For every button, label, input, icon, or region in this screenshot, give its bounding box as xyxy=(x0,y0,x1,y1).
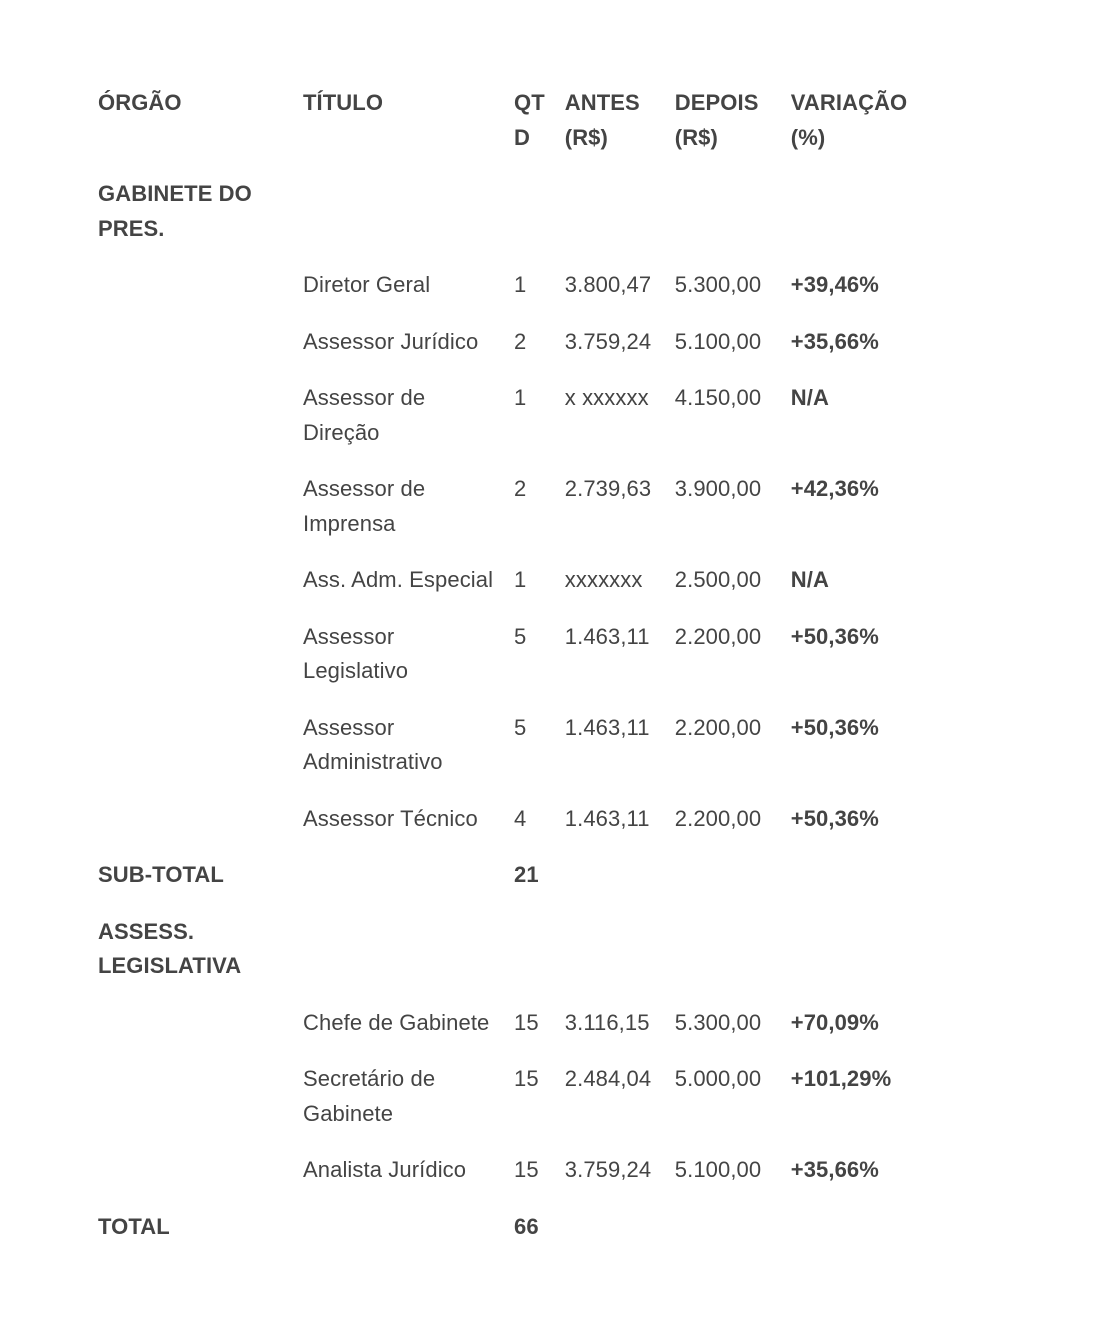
cell-titulo: Secretário de Gabinete xyxy=(303,1066,436,1126)
cell-qtd: 4 xyxy=(514,805,527,831)
cell-variacao: +35,66% xyxy=(790,1157,879,1182)
subtotal-qtd: 21 xyxy=(514,862,539,887)
section-header-row xyxy=(88,915,917,1006)
cell-antes: 3.759,24 xyxy=(564,328,652,354)
table-row xyxy=(88,1062,917,1153)
header-variacao-line2: (%) xyxy=(790,124,826,150)
cell-titulo: Assessor Jurídico xyxy=(303,328,479,354)
subtotal-row xyxy=(88,858,917,915)
table-header-row xyxy=(88,86,917,177)
cell-antes: 1.463,11 xyxy=(564,805,650,831)
cell-variacao: +35,66% xyxy=(790,328,879,354)
header-antes xyxy=(555,86,665,177)
cell-depois: 5.300,00 xyxy=(674,272,762,297)
cell-depois: 2.200,00 xyxy=(674,714,762,740)
cell-titulo: Analista Jurídico xyxy=(303,1157,467,1182)
cell-variacao: +50,36% xyxy=(790,623,879,649)
table-row xyxy=(88,711,917,802)
table-row xyxy=(88,472,917,563)
cell-depois: 2.500,00 xyxy=(674,567,762,592)
cell-qtd: 1 xyxy=(514,385,527,410)
cell-qtd: 2 xyxy=(514,328,527,354)
cell-titulo: Assessor de Direção xyxy=(303,385,426,445)
cell-titulo: Assessor Legislativo xyxy=(303,623,409,683)
cell-depois: 5.100,00 xyxy=(674,328,762,354)
section-orgao: ASSESS. LEGISLATIVA xyxy=(98,918,242,978)
section-header-row xyxy=(88,177,917,268)
total-row xyxy=(88,1210,917,1267)
header-titulo: TÍTULO xyxy=(303,90,384,115)
header-variacao xyxy=(781,86,918,177)
header-qtd xyxy=(504,86,555,177)
table-row xyxy=(88,1153,917,1210)
cell-antes: xxxxxxx xyxy=(564,567,643,592)
cell-depois: 2.200,00 xyxy=(674,623,762,649)
cell-qtd: 15 xyxy=(514,1009,539,1035)
cell-titulo: Assessor Administrativo xyxy=(303,714,443,774)
cell-depois: 5.000,00 xyxy=(674,1066,762,1091)
header-qtd-line2: D xyxy=(514,124,530,150)
subtotal-label: SUB-TOTAL xyxy=(98,862,224,887)
cell-antes: 3.800,47 xyxy=(564,272,652,297)
header-antes-line2: (R$) xyxy=(564,124,608,150)
cell-antes: 3.116,15 xyxy=(564,1009,650,1035)
salary-comparison-table xyxy=(88,86,917,1266)
cell-qtd: 2 xyxy=(514,476,527,501)
cell-variacao: +70,09% xyxy=(790,1009,879,1035)
section-orgao: GABINETE DO PRES. xyxy=(98,181,252,241)
cell-variacao: +50,36% xyxy=(790,805,879,831)
cell-antes: 1.463,11 xyxy=(564,714,650,740)
total-qtd: 66 xyxy=(514,1213,539,1239)
cell-antes: 1.463,11 xyxy=(564,623,650,649)
cell-variacao: N/A xyxy=(790,567,829,592)
cell-depois: 5.300,00 xyxy=(674,1009,762,1035)
cell-titulo: Chefe de Gabinete xyxy=(303,1009,490,1035)
cell-variacao: +39,46% xyxy=(790,272,879,297)
table-row xyxy=(88,268,917,325)
cell-titulo: Assessor de Imprensa xyxy=(303,476,426,536)
cell-variacao: +42,36% xyxy=(790,476,879,501)
header-antes-line1: ANTES xyxy=(564,90,640,115)
header-orgao: ÓRGÃO xyxy=(98,90,182,115)
cell-qtd: 1 xyxy=(514,272,527,297)
cell-titulo: Ass. Adm. Especial xyxy=(303,567,494,592)
header-qtd-line1: QT xyxy=(514,90,545,115)
cell-depois: 4.150,00 xyxy=(674,385,762,410)
cell-variacao: +50,36% xyxy=(790,714,879,740)
cell-depois: 3.900,00 xyxy=(674,476,762,501)
header-depois-line2: (R$) xyxy=(674,124,718,150)
cell-titulo: Diretor Geral xyxy=(303,272,431,297)
cell-variacao: N/A xyxy=(790,385,829,410)
cell-qtd: 1 xyxy=(514,567,527,592)
cell-antes: 3.759,24 xyxy=(564,1157,652,1182)
cell-antes: 2.739,63 xyxy=(564,476,652,501)
cell-qtd: 15 xyxy=(514,1066,539,1091)
cell-antes: 2.484,04 xyxy=(564,1066,652,1091)
cell-depois: 5.100,00 xyxy=(674,1157,762,1182)
table-row xyxy=(88,325,917,382)
table-row xyxy=(88,1006,917,1063)
cell-qtd: 15 xyxy=(514,1157,539,1182)
cell-titulo: Assessor Técnico xyxy=(303,805,478,831)
cell-qtd: 5 xyxy=(514,623,527,649)
table-row xyxy=(88,381,917,472)
table-row xyxy=(88,563,917,620)
cell-variacao: +101,29% xyxy=(790,1066,892,1091)
cell-depois: 2.200,00 xyxy=(674,805,762,831)
cell-antes: x xxxxxx xyxy=(564,385,649,410)
table-row xyxy=(88,802,917,859)
header-depois-line1: DEPOIS xyxy=(674,90,759,115)
table-row xyxy=(88,620,917,711)
header-variacao-line1: VARIAÇÃO xyxy=(790,90,908,115)
total-label: TOTAL xyxy=(98,1213,170,1239)
header-depois xyxy=(665,86,781,177)
cell-qtd: 5 xyxy=(514,714,527,740)
